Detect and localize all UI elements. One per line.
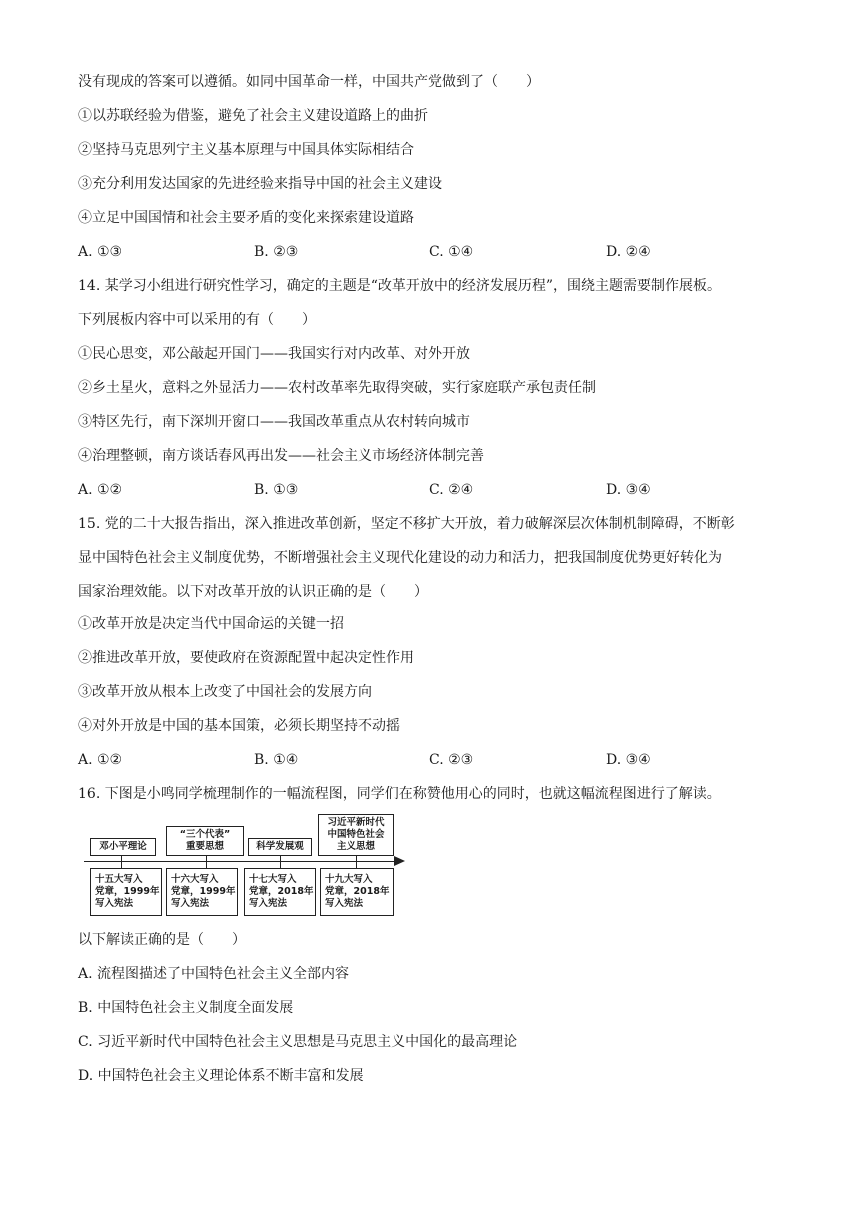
q14-item-4: ④治理整顿，南方谈话春风再出发——社会主义市场经济体制完善 (78, 448, 484, 464)
q15-item-2: ②推进改革开放，要使政府在资源配置中起决定性作用 (78, 650, 414, 666)
q13-option-d[interactable]: D. ②④ (606, 244, 651, 260)
q13-item-1: ①以苏联经验为借鉴，避免了社会主义建设道路上的曲折 (78, 108, 428, 124)
connector (356, 854, 357, 868)
q14-option-a[interactable]: A. ①② (78, 482, 123, 498)
q13-option-c[interactable]: C. ①④ (429, 244, 474, 260)
q16-choice-b[interactable]: B. 中国特色社会主义制度全面发展 (78, 1000, 294, 1016)
q13-item-3: ③充分利用发达国家的先进经验来指导中国的社会主义建设 (78, 176, 442, 192)
diagram-box-deng-theory: 邓小平理论 (90, 838, 156, 856)
diagram-box-19th-congress: 十九大写入 党章，2018年 写入宪法 (320, 868, 394, 916)
q14-stem-line-1: 14. 某学习小组进行研究性学习，确定的主题是“改革开放中的经济发展历程”，围绕主题需要制作展板。 (78, 278, 722, 294)
q15-option-c[interactable]: C. ②③ (429, 752, 474, 768)
q13-option-b[interactable]: B. ②③ (254, 244, 299, 260)
q16-choice-c[interactable]: C. 习近平新时代中国特色社会主义思想是马克思主义中国化的最高理论 (78, 1034, 518, 1050)
q16-stem: 16. 下图是小鸣同学梳理制作的一幅流程图，同学们在称赞他用心的同时，也就这幅流程图进行了解读。 (78, 786, 721, 802)
q16-choice-d[interactable]: D. 中国特色社会主义理论体系不断丰富和发展 (78, 1068, 364, 1084)
q15-option-d[interactable]: D. ③④ (606, 752, 651, 768)
q14-item-2: ②乡土星火，意料之外显活力——农村改革率先取得突破，实行家庭联产承包责任制 (78, 380, 596, 396)
q14-item-1: ①民心思变，邓公敲起开国门——我国实行对内改革、对外开放 (78, 346, 470, 362)
diagram-box-16th-congress: 十六大写入 党章，1999年 写入宪法 (166, 868, 238, 916)
q15-option-b[interactable]: B. ①④ (254, 752, 299, 768)
q14-options (78, 480, 788, 500)
timeline-axis (84, 861, 396, 862)
q15-stem-line-1: 15. 党的二十大报告指出，深入推进改革创新，坚定不移扩大开放，着力破解深层次体制机制障碍，不断彰 (78, 516, 735, 532)
diagram-box-scientific-outlook: 科学发展观 (248, 838, 312, 856)
connector (121, 854, 122, 868)
diagram-box-three-represents: “三个代表” 重要思想 (166, 826, 244, 856)
q13-options (78, 242, 788, 262)
q13-item-2: ②坚持马克思列宁主义基本原理与中国具体实际相结合 (78, 142, 414, 158)
flow-diagram (84, 814, 410, 918)
diagram-box-xi-thought: 习近平新时代 中国特色社会 主义思想 (318, 814, 394, 856)
q13-stem: 没有现成的答案可以遵循。如同中国革命一样，中国共产党做到了（ ） (78, 74, 540, 90)
diagram-box-15th-congress: 十五大写入 党章，1999年 写入宪法 (90, 868, 162, 916)
q15-stem-line-2: 显中国特色社会主义制度优势，不断增强社会主义现代化建设的动力和活力，把我国制度优势更好转化为 (78, 550, 722, 566)
q14-option-c[interactable]: C. ②④ (429, 482, 474, 498)
q15-option-a[interactable]: A. ①② (78, 752, 123, 768)
q13-item-4: ④立足中国国情和社会主要矛盾的变化来探索建设道路 (78, 210, 414, 226)
q15-item-1: ①改革开放是决定当代中国命运的关键一招 (78, 616, 344, 632)
q15-item-4: ④对外开放是中国的基本国策，必须长期坚持不动摇 (78, 718, 400, 734)
connector (206, 854, 207, 868)
q14-option-d[interactable]: D. ③④ (606, 482, 651, 498)
q14-option-b[interactable]: B. ①③ (254, 482, 299, 498)
q15-options (78, 750, 788, 770)
diagram-box-17th-congress: 十七大写入 党章，2018年 写入宪法 (244, 868, 316, 916)
q15-item-3: ③改革开放从根本上改变了中国社会的发展方向 (78, 684, 372, 700)
timeline-arrow-icon (394, 856, 405, 866)
q13-option-a[interactable]: A. ①③ (78, 244, 123, 260)
q16-choice-a[interactable]: A. 流程图描述了中国特色社会主义全部内容 (78, 966, 350, 982)
connector (280, 854, 281, 868)
q14-stem-line-2: 下列展板内容中可以采用的有（ ） (78, 312, 316, 328)
q16-prompt: 以下解读正确的是（ ） (78, 932, 246, 948)
q14-item-3: ③特区先行，南下深圳开窗口——我国改革重点从农村转向城市 (78, 414, 470, 430)
q15-stem-line-3: 国家治理效能。以下对改革开放的认识正确的是（ ） (78, 584, 428, 600)
